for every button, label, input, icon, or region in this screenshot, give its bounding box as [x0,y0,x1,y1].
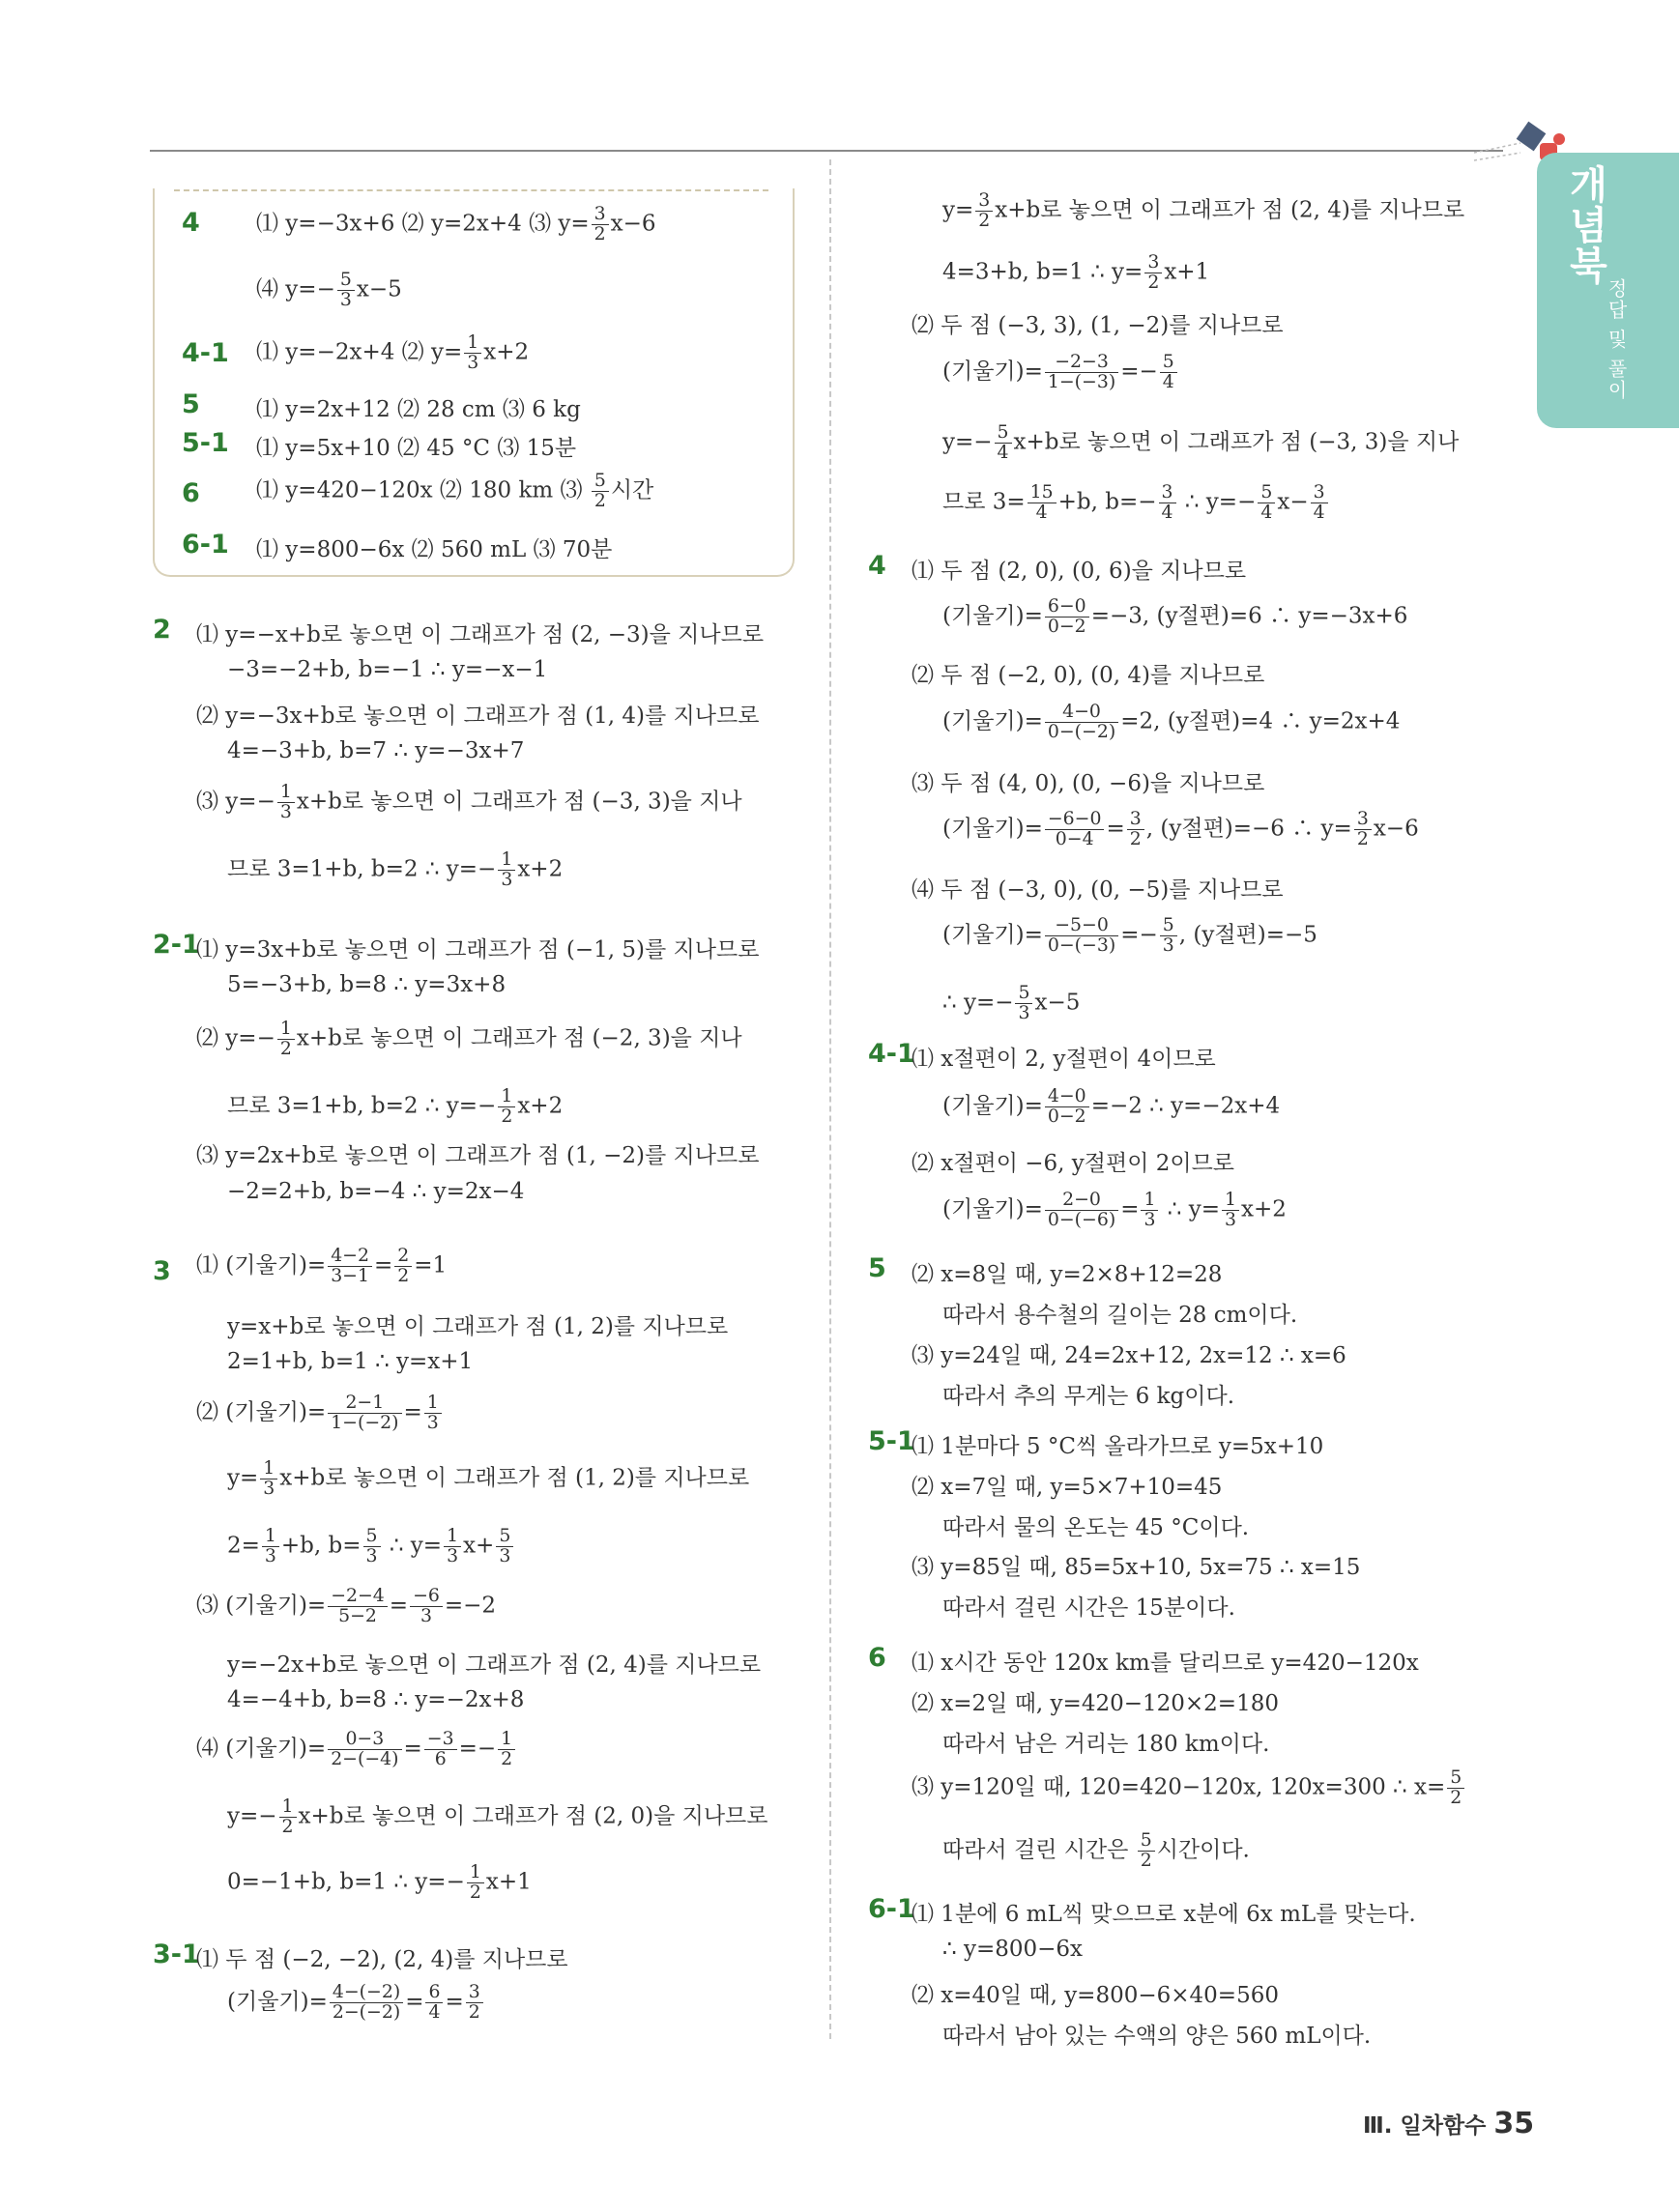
solution-line: 따라서 남은 거리는 180 km이다. [942,1732,1270,1757]
solution-line: ⑶ y=24일 때, 24=2x+12, 2x=12 ∴ x=6 [912,1343,1346,1368]
solution-line: ⑶ y=2x+b로 놓으면 이 그래프가 점 (1, −2)를 지나므로 [196,1143,760,1168]
problem-number: 3 [153,1256,171,1286]
solution-line: ⑴ 1분마다 5 °C씩 올라가므로 y=5x+10 [912,1434,1324,1459]
solution-line: ⑷ (기울기)= $\frac{0-3}{2-(-4)}$ = $\frac{-3}{6}$ =− $\frac{1}{2}$ [196,1730,517,1769]
solution-line: ⑴ 1분에 6 mL씩 맞으므로 x분에 6x mL를 맞는다. [912,1902,1416,1927]
solution-line: 4=−3+b, b=7 ∴ y=−3x+7 [227,738,525,763]
solution-line: ⑵ x=2일 때, y=420−120×2=180 [912,1691,1279,1716]
solution-line: (기울기)= $\frac{2-0}{0-(-6)}$ = $\frac{1}{3}$ ∴ y= $\frac{1}{3}$ x+2 [942,1189,1287,1230]
solution-line: 4=3+b, b=1 ∴ y= $\frac{3}{2}$ x+1 [942,251,1210,293]
answer-line: ⑷ y=− $\frac{5}{3}$ x−5 [256,269,402,310]
solution-line: y=− $\frac{1}{2}$ x+b로 놓으면 이 그래프가 점 (2, 0)을 지나므로 [227,1795,768,1837]
problem-number: 2 [153,615,171,645]
solution-line: ∴ y=800−6x [942,1937,1083,1962]
solution-line: (기울기)= $\frac{-2-3}{1-(-3)}$ =− $\frac{5}{4}$ [942,353,1179,392]
solution-line: ⑴ y=−x+b로 놓으면 이 그래프가 점 (2, −3)을 지나므로 [196,622,765,647]
solution-line: 따라서 남아 있는 수액의 양은 560 mL이다. [942,2024,1372,2049]
solution-line: y=x+b로 놓으면 이 그래프가 점 (1, 2)를 지나므로 [227,1314,729,1339]
solution-line: ⑵ x=40일 때, y=800−6×40=560 [912,1983,1279,2008]
answer-line: ⑴ y=−2x+4 ⑵ y= $\frac{1}{3}$ x+2 [256,331,530,373]
solution-line: ⑵ 두 점 (−2, 0), (0, 4)를 지나므로 [912,663,1265,688]
solution-line: y= $\frac{1}{3}$ x+b로 놓으면 이 그래프가 점 (1, 2)를 지나므로 [227,1457,750,1499]
solution-line: 므로 3=1+b, b=2 ∴ y=− $\frac{1}{3}$ x+2 [227,848,564,890]
solution-line: ⑴ x절편이 2, y절편이 4이므로 [912,1047,1216,1072]
solution-line: (기울기)= $\frac{4-0}{0-2}$ =−2 ∴ y=−2x+4 [942,1085,1281,1127]
solution-line: ⑵ x=7일 때, y=5×7+10=45 [912,1475,1223,1500]
page-footer [1363,2107,1534,2140]
solution-line: 2= $\frac{1}{3}$ +b, b= $\frac{5}{3}$ ∴ y= $\frac{1}{3}$ x+ $\frac{5}{3}$ [227,1527,515,1566]
solution-line: (기울기)= $\frac{6-0}{0-2}$ =−3, (y절편)=6 ∴ y=−3x+6 [942,595,1408,637]
column-divider [829,159,831,2039]
solution-line: 므로 3= $\frac{15}{4}$ +b, b=− $\frac{3}{4}$ ∴ y=− $\frac{5}{4}$ x− $\frac{3}{4}$ [942,483,1330,523]
solution-line: ⑴ y=3x+b로 놓으면 이 그래프가 점 (−1, 5)를 지나므로 [196,937,760,962]
side-tab [1537,153,1679,428]
solution-line: ⑶ y=85일 때, 85=5x+10, 5x=75 ∴ x=15 [912,1555,1361,1580]
problem-number: 5 [868,1253,886,1283]
solution-line: ⑴ 두 점 (2, 0), (0, 6)을 지나므로 [912,559,1247,584]
problem-number: 5-1 [182,428,229,458]
answer-line: ⑴ y=5x+10 ⑵ 45 °C ⑶ 15분 [256,436,577,461]
solution-line: ⑶ 두 점 (4, 0), (0, −6)을 지나므로 [912,771,1265,796]
solution-line: ⑵ x절편이 −6, y절편이 2이므로 [912,1151,1235,1176]
solution-line: ⑵ y=− $\frac{1}{2}$ x+b로 놓으면 이 그래프가 점 (−2, 3)을 지나 [196,1018,742,1059]
solution-line: ⑶ y=− $\frac{1}{3}$ x+b로 놓으면 이 그래프가 점 (−3, 3)을 지나 [196,781,742,822]
problem-number: 4-1 [868,1039,915,1069]
solution-line: ⑶ (기울기)= $\frac{-2-4}{5-2}$ = $\frac{-6}{3}$ =−2 [196,1585,497,1626]
solution-line: ⑵ x=8일 때, y=2×8+12=28 [912,1262,1223,1287]
answer-line: ⑴ y=800−6x ⑵ 560 mL ⑶ 70분 [256,537,613,562]
chapter-title: Ⅲ. 일차함수 [1363,2113,1487,2139]
solution-line: ⑴ (기울기)= $\frac{4-2}{3-1}$ = $\frac{2}{2}$ =1 [196,1245,448,1286]
solution-line: (기울기)= $\frac{-6-0}{0-4}$ = $\frac{3}{2}$ , (y절편)=−6 ∴ y= $\frac{3}{2}$ x−6 [942,808,1419,849]
solution-line: 따라서 용수철의 길이는 28 cm이다. [942,1303,1298,1328]
solution-line: −2=2+b, b=−4 ∴ y=2x−4 [227,1179,525,1204]
solution-line: ⑶ y=120일 때, 120=420−120x, 120x=300 ∴ x= $\frac{5}{2}$ [912,1768,1466,1808]
side-tab-subtitle: 정답 및 풀이 [1605,278,1628,401]
solution-line: 므로 3=1+b, b=2 ∴ y=− $\frac{1}{2}$ x+2 [227,1085,564,1127]
solution-line: ⑷ 두 점 (−3, 0), (0, −5)를 지나므로 [912,877,1284,903]
solution-line: 따라서 걸린 시간은 $\frac{5}{2}$ 시간이다. [942,1829,1250,1871]
problem-number: 6-1 [182,530,229,560]
solution-line: (기울기)= $\frac{-5-0}{0-(-3)}$ =− $\frac{5}{3}$ , (y절편)=−5 [942,914,1317,956]
solution-line: y=− $\frac{5}{4}$ x+b로 놓으면 이 그래프가 점 (−3, 3)을 지나 [942,421,1460,463]
problem-number: 6 [182,478,200,508]
solution-line: 0=−1+b, b=1 ∴ y=− $\frac{1}{2}$ x+1 [227,1861,532,1903]
solution-line: ⑵ 두 점 (−3, 3), (1, −2)를 지나므로 [912,313,1284,338]
side-tab-title: 개념북 [1563,164,1607,286]
solution-line: y= $\frac{3}{2}$ x+b로 놓으면 이 그래프가 점 (2, 4)를 지나므로 [942,189,1465,231]
solution-line: (기울기)= $\frac{4-0}{0-(-2)}$ =2, (y절편)=4 ∴ y=2x+4 [942,701,1401,742]
solution-line: ⑴ 두 점 (−2, −2), (2, 4)를 지나므로 [196,1947,568,1972]
solution-line: ∴ y=− $\frac{5}{3}$ x−5 [942,982,1081,1023]
problem-number: 4-1 [182,338,229,368]
header-rule [150,150,1503,152]
problem-number: 6-1 [868,1894,915,1924]
answer-line: ⑴ y=420−120x ⑵ 180 km ⑶ $\frac{5}{2}$ 시간 [256,470,654,511]
problem-number: 4 [182,208,200,238]
answer-line: ⑴ y=−3x+6 ⑵ y=2x+4 ⑶ y= $\frac{3}{2}$ x−6 [256,203,656,244]
problem-number: 2-1 [153,930,200,960]
problem-number: 5-1 [868,1426,915,1456]
problem-number: 3-1 [153,1939,200,1969]
answer-box-top-border [174,189,768,191]
problem-number: 5 [182,389,200,419]
answer-line: ⑴ y=2x+12 ⑵ 28 cm ⑶ 6 kg [256,397,581,422]
solution-line: ⑵ y=−3x+b로 놓으면 이 그래프가 점 (1, 4)를 지나므로 [196,704,760,729]
solution-line: y=−2x+b로 놓으면 이 그래프가 점 (2, 4)를 지나므로 [227,1652,762,1678]
solution-line: 따라서 걸린 시간은 15분이다. [942,1595,1235,1621]
solution-line: ⑵ (기울기)= $\frac{2-1}{1-(-2)}$ = $\frac{1}{3}$ [196,1393,444,1433]
solution-line: ⑴ x시간 동안 120x km를 달리므로 y=420−120x [912,1651,1419,1676]
answer-box [153,188,795,577]
solution-line: (기울기)= $\frac{4-(-2)}{2-(-2)}$ = $\frac{6}{4}$ = $\frac{3}{2}$ [227,1983,485,2023]
problem-number: 4 [868,551,886,581]
problem-number: 6 [868,1643,886,1673]
solution-line: 4=−4+b, b=8 ∴ y=−2x+8 [227,1687,525,1712]
solution-line: 5=−3+b, b=8 ∴ y=3x+8 [227,972,507,997]
page-number: 35 [1493,2107,1535,2140]
solution-line: −3=−2+b, b=−1 ∴ y=−x−1 [227,657,548,682]
solution-line: 따라서 추의 무게는 6 kg이다. [942,1384,1235,1409]
solution-line: 따라서 물의 온도는 45 °C이다. [942,1515,1250,1540]
solution-line: 2=1+b, b=1 ∴ y=x+1 [227,1349,474,1374]
